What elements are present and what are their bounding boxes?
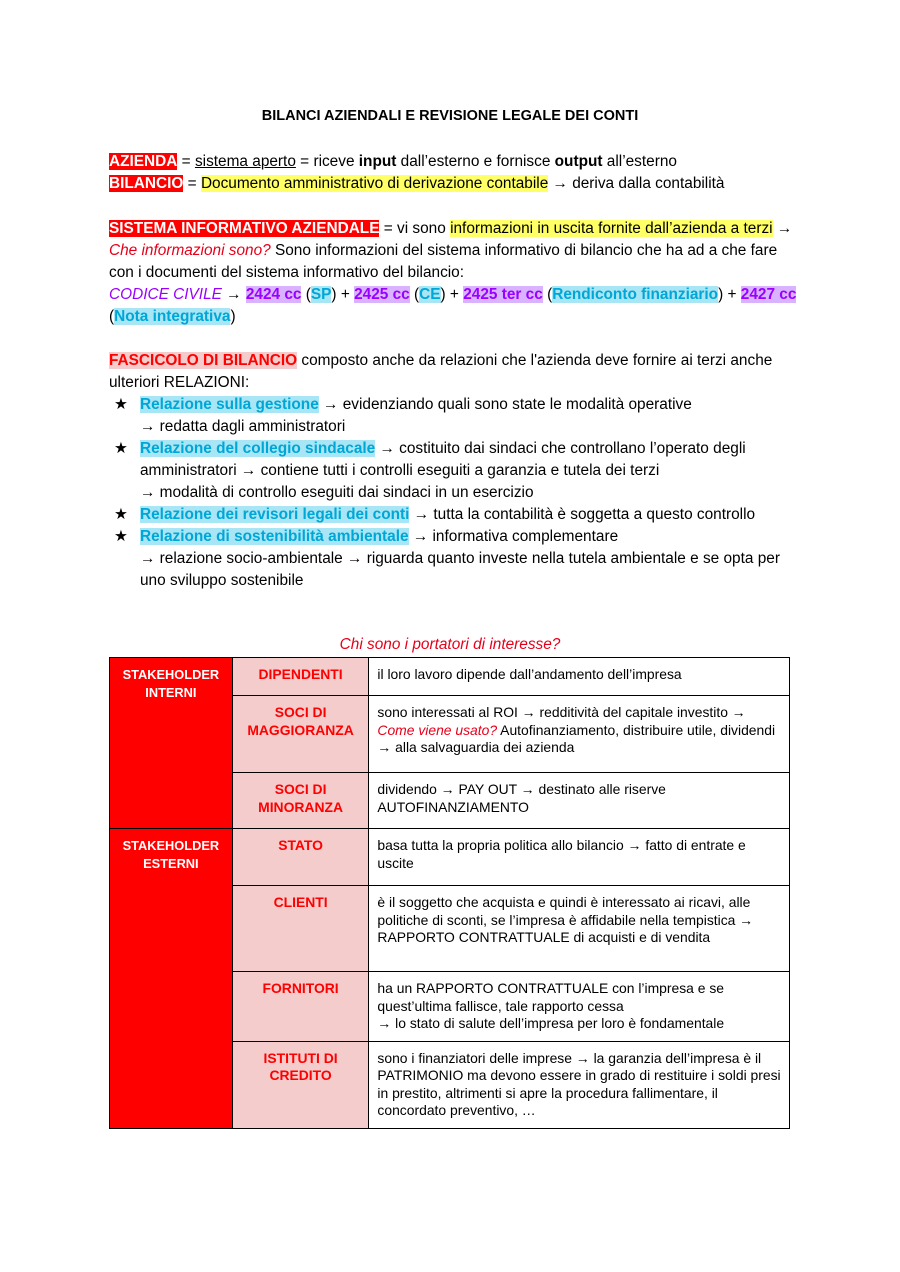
group-esterni: STAKEHOLDER ESTERNI <box>110 829 233 1129</box>
group-interni: STAKEHOLDER INTERNI <box>110 658 233 829</box>
bilancio-def: Documento amministrativo di derivazione contabile <box>200 175 549 192</box>
description-cell: dividendo → PAY OUT → destinato alle riserve AUTOFINANZIAMENTO <box>369 773 790 829</box>
art-2424-label: SP <box>310 286 332 303</box>
relazione-text: → tutta la contabilità è soggetta a questo controllo <box>409 506 756 523</box>
azienda-def: sistema aperto <box>194 153 296 170</box>
sistema-eq: = vi sono <box>379 220 451 237</box>
table-row <box>110 658 790 696</box>
codice-arrow: → <box>221 286 246 303</box>
fascicolo-rest: composto anche da relazioni che l'azienda deve fornire ai terzi anche ulteriori RELAZIONI: <box>109 352 773 391</box>
relazioni-list <box>109 394 809 592</box>
category-cell: FORNITORI <box>232 972 369 1042</box>
fascicolo-term: FASCICOLO DI BILANCIO <box>109 352 298 369</box>
category-cell: STATO <box>232 829 369 886</box>
desc-part: sono interessati al ROI → redditività del capitale investito → <box>377 704 746 720</box>
category-cell: SOCI DI MAGGIORANZA <box>232 696 369 773</box>
relazione-name: Relazione dei revisori legali dei conti <box>140 506 410 523</box>
codice-paragraph: CODICE CIVILE → 2424 cc (SP) + 2425 cc (CE) + 2425 ter cc (Rendiconto finanziario) + 2427 cc (Nota integrativa) <box>109 286 797 325</box>
category-cell: DIPENDENTI <box>232 658 369 696</box>
description-cell: basa tutta la propria politica allo bilancio → fatto di entrate e uscite <box>369 829 790 886</box>
relazione-subline: → modalità di controllo eseguiti dai sindaci in un esercizio <box>140 484 534 501</box>
bilancio-paragraph <box>109 173 799 195</box>
description-cell <box>369 972 790 1042</box>
table-row <box>110 829 790 886</box>
sistema-highlight: informazioni in uscita fornite dall’azienda a terzi <box>450 220 773 237</box>
list-item <box>109 504 809 526</box>
azienda-mid: = riceve <box>295 153 359 170</box>
list-item <box>109 438 809 504</box>
relazione-text: → costituito dai sindaci che controllano l’operato degli amministratori → contiene tutti i controlli eseguiti a garanzia e tutela dei terzi <box>140 440 746 479</box>
azienda-mid2: dall’esterno e fornisce <box>396 153 555 170</box>
description-cell: il loro lavoro dipende dall’andamento dell’impresa <box>369 658 790 696</box>
bilancio-eq: = <box>183 175 201 192</box>
relazione-name: Relazione di sostenibilità ambientale <box>140 528 409 545</box>
azienda-output: output <box>554 153 603 170</box>
desc-question: Come viene usato? <box>377 721 498 738</box>
bilancio-term: BILANCIO <box>109 175 184 192</box>
relazione-text: → evidenziando quali sono state le modalità operative <box>318 396 692 413</box>
relazione-subline: → relazione socio-ambientale → riguarda quanto investe nella tutela ambientale e se opta per uno sviluppo sostenibile <box>140 550 780 589</box>
star-bullet-icon: ★ <box>114 506 128 523</box>
category-cell: ISTITUTI DI CREDITO <box>232 1041 369 1128</box>
art-2424: 2424 cc <box>245 286 302 303</box>
category-cell: SOCI DI MINORANZA <box>232 773 369 829</box>
sistema-question: Che informazioni sono? <box>109 242 271 259</box>
azienda-input: input <box>358 153 397 170</box>
art-2425-ter: 2425 ter cc <box>463 286 543 303</box>
relazione-name: Relazione sulla gestione <box>140 396 319 413</box>
fascicolo-paragraph <box>109 350 799 394</box>
relazione-name: Relazione del collegio sindacale <box>140 440 376 457</box>
codice-label: CODICE CIVILE <box>109 286 222 303</box>
art-2427-label: Nota integrativa <box>114 308 231 325</box>
table-caption: Chi sono i portatori di interesse? <box>339 636 561 653</box>
bilancio-end: → deriva dalla contabilità <box>548 175 725 192</box>
star-bullet-icon: ★ <box>114 396 128 413</box>
azienda-paragraph <box>109 151 799 173</box>
stakeholder-table <box>109 657 790 1129</box>
azienda-end: all’esterno <box>602 153 677 170</box>
star-bullet-icon: ★ <box>114 528 128 545</box>
list-item <box>109 526 809 592</box>
sistema-term: SISTEMA INFORMATIVO AZIENDALE <box>109 220 380 237</box>
description-cell <box>369 696 790 773</box>
desc-part: → lo stato di salute dell’impresa per loro è fondamentale <box>377 1015 725 1031</box>
sistema-arrow: → <box>772 220 793 237</box>
art-2427: 2427 cc <box>740 286 797 303</box>
azienda-term: AZIENDA <box>109 153 178 170</box>
art-2425-ter-label: Rendiconto finanziario <box>552 286 719 303</box>
list-item <box>109 394 809 438</box>
sistema-rest: Sono informazioni del sistema informativo di bilancio che ha ad a che fare con i documenti del sistema informativo del bilancio: <box>109 242 778 281</box>
relazione-text: → informativa complementare <box>408 528 619 545</box>
description-cell: è il soggetto che acquista e quindi è interessato ai ricavi, alle politiche di sconti, se l’impresa è affidabile nella tempistica → RAPPORTO CONTRATTUALE di acquisti e di vendita <box>369 886 790 972</box>
azienda-eq: = <box>177 153 195 170</box>
desc-part: ha un RAPPORTO CONTRATTUALE con l’impresa e se quest’ultima fallisce, tale rapporto cessa <box>377 980 725 1014</box>
star-bullet-icon: ★ <box>114 440 128 457</box>
page-title: BILANCI AZIENDALI E REVISIONE LEGALE DEI CONTI <box>261 108 639 124</box>
desc-part: Autofinanziamento, distribuire utile, dividendi → alla salvaguardia dei azienda <box>377 721 776 755</box>
sistema-paragraph <box>109 218 799 284</box>
art-2425-label: CE <box>419 286 441 303</box>
relazione-subline: → redatta dagli amministratori <box>140 418 346 435</box>
description-cell: sono i finanziatori delle imprese → la garanzia dell’impresa è il PATRIMONIO ma devono essere in grado di restituire i soldi presi in prestito, altrimenti si apre la procedura fallimentare, il concordato preventivo, … <box>369 1041 790 1128</box>
art-2425: 2425 cc <box>354 286 410 303</box>
category-cell: CLIENTI <box>232 886 369 972</box>
